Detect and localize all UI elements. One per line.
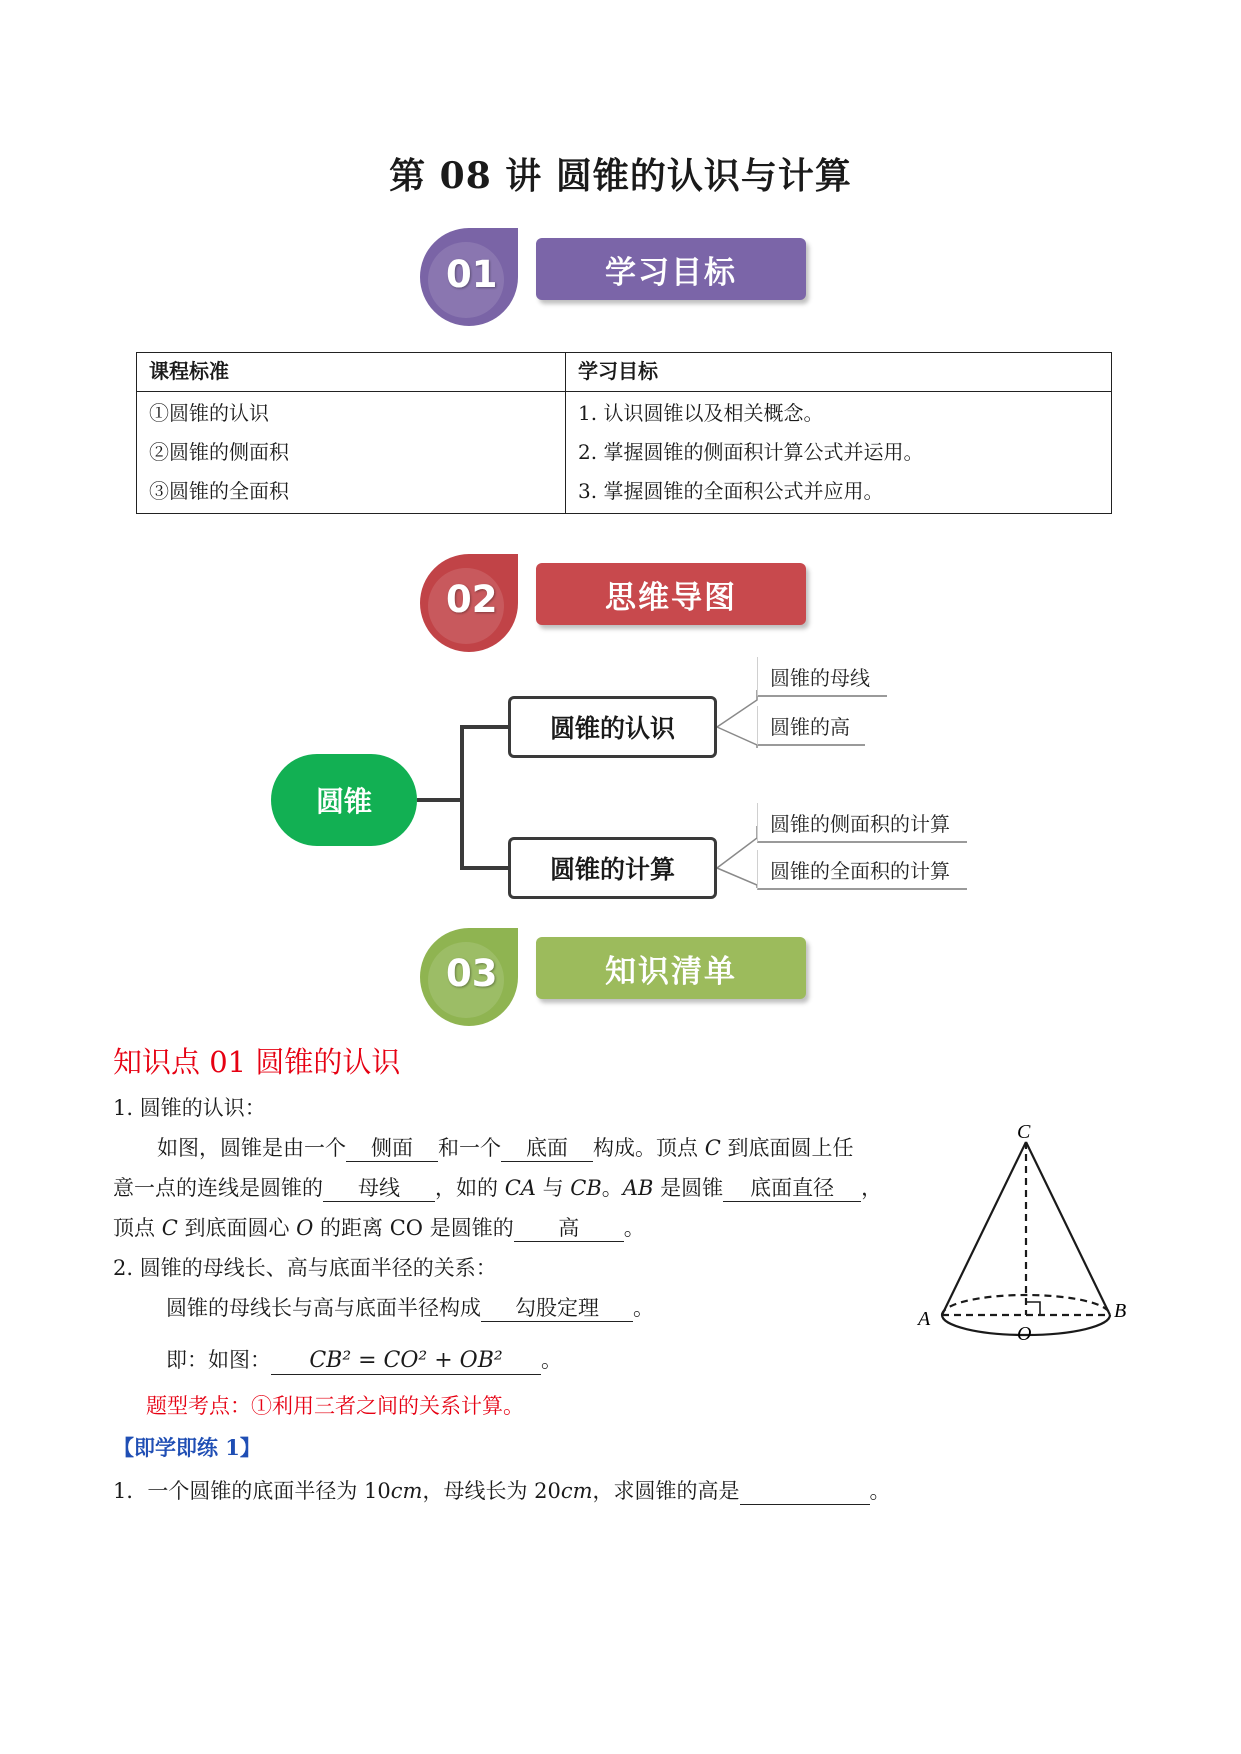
text: 圆锥的母线长与高与底面半径构成 [166,1296,481,1320]
text: 和一个 [438,1136,501,1160]
text: 。 [869,1479,891,1503]
text: ，如的 [435,1176,498,1200]
section-03-number: 03 [446,952,498,995]
math-var: C [161,1216,178,1240]
standard-item: ②圆锥的侧面积 [149,440,289,464]
text: ，母线长为 20 [422,1479,561,1503]
text: 1．一个圆锥的底面半径为 10 [113,1479,391,1503]
mindmap-branch-calculation: 圆锥的计算 [508,837,717,899]
practice-label: 【即学即练 1】 [113,1435,261,1460]
fill-blank: 底面 [501,1135,593,1162]
objective-item: 3. 掌握圆锥的全面积公式并应用。 [578,479,884,503]
text: 即：如图： [166,1348,271,1372]
section-01-number: 01 [446,253,498,296]
page-title: 第 08 讲 圆锥的认识与计算 [389,155,852,197]
header-objectives: 学习目标 [566,353,1112,392]
mindmap-root: 圆锥 [271,754,417,846]
mindmap-branch-recognition: 圆锥的认识 [508,696,717,758]
section-02-number: 02 [446,578,498,621]
text: 。 [601,1176,623,1200]
text: 构成。顶点 [593,1136,698,1160]
exam-point: 题型考点：①利用三者之间的关系计算。 [146,1394,524,1418]
text: 。 [633,1296,654,1320]
cone-figure [910,1120,1127,1350]
question-1 [113,1476,891,1506]
mindmap-leaf: 圆锥的侧面积的计算 [757,803,967,843]
label-C: C [1017,1121,1031,1143]
item1-heading: 1. 圆锥的认识： [113,1096,266,1120]
fill-blank: 高 [514,1215,624,1242]
fill-blank: 母线 [323,1175,435,1202]
math-var: CA [504,1176,536,1200]
header-standards: 课程标准 [137,353,566,392]
text: 是圆锥的 [429,1216,514,1240]
paragraph-3 [113,1213,645,1243]
text: ，求圆锥的高是 [592,1479,740,1503]
section-02-label: 思维导图 [536,563,806,625]
paragraph-2 [113,1173,882,1203]
text: 的距离 [320,1216,384,1240]
math-unit: cm [560,1479,593,1503]
math-var: CO [389,1216,424,1240]
math-var: AB [622,1176,654,1200]
section-03-label: 知识清单 [536,937,806,999]
label-B: B [1114,1300,1127,1322]
knowledge-point-title: 知识点 01 圆锥的认识 [113,1045,401,1079]
math-unit: cm [390,1479,423,1503]
fill-blank: 勾股定理 [481,1295,633,1322]
text: 如图，圆锥是由一个 [157,1136,346,1160]
objective-item: 2. 掌握圆锥的侧面积计算公式并运用。 [578,440,924,464]
paragraph-4 [166,1293,654,1323]
fill-blank: 侧面 [346,1135,438,1162]
paragraph-1 [157,1133,853,1163]
paragraph-5 [166,1345,562,1375]
mindmap-leaf: 圆锥的高 [757,706,865,746]
math-var: O [296,1216,314,1240]
standard-item: ③圆锥的全面积 [149,479,289,503]
fill-blank: 底面直径 [723,1175,861,1202]
text: 到底面圆上任 [727,1136,854,1160]
standard-item: ①圆锥的认识 [149,401,269,425]
formula-blank: CB² = CO² + OB² [271,1348,541,1375]
text: 。 [623,1216,645,1240]
text: 与 [542,1176,564,1200]
text: 到底面圆心 [184,1216,290,1240]
mindmap-leaf: 圆锥的全面积的计算 [757,850,967,890]
answer-blank[interactable] [740,1478,870,1505]
section-01-label: 学习目标 [536,238,806,300]
math-var: C [704,1136,721,1160]
label-A: A [918,1308,931,1330]
item2-heading: 2. 圆锥的母线长、高与底面半径的关系： [113,1256,497,1280]
text: 是圆锥 [660,1176,724,1200]
mindmap-leaf: 圆锥的母线 [757,657,887,697]
label-O: O [1017,1323,1032,1345]
objective-item: 1. 认识圆锥以及相关概念。 [578,401,824,425]
math-var: CB [570,1176,602,1200]
text: 意一点的连线是圆锥的 [113,1176,323,1200]
text: 顶点 [113,1216,155,1240]
text: 。 [541,1348,562,1372]
text: ， [861,1176,883,1200]
